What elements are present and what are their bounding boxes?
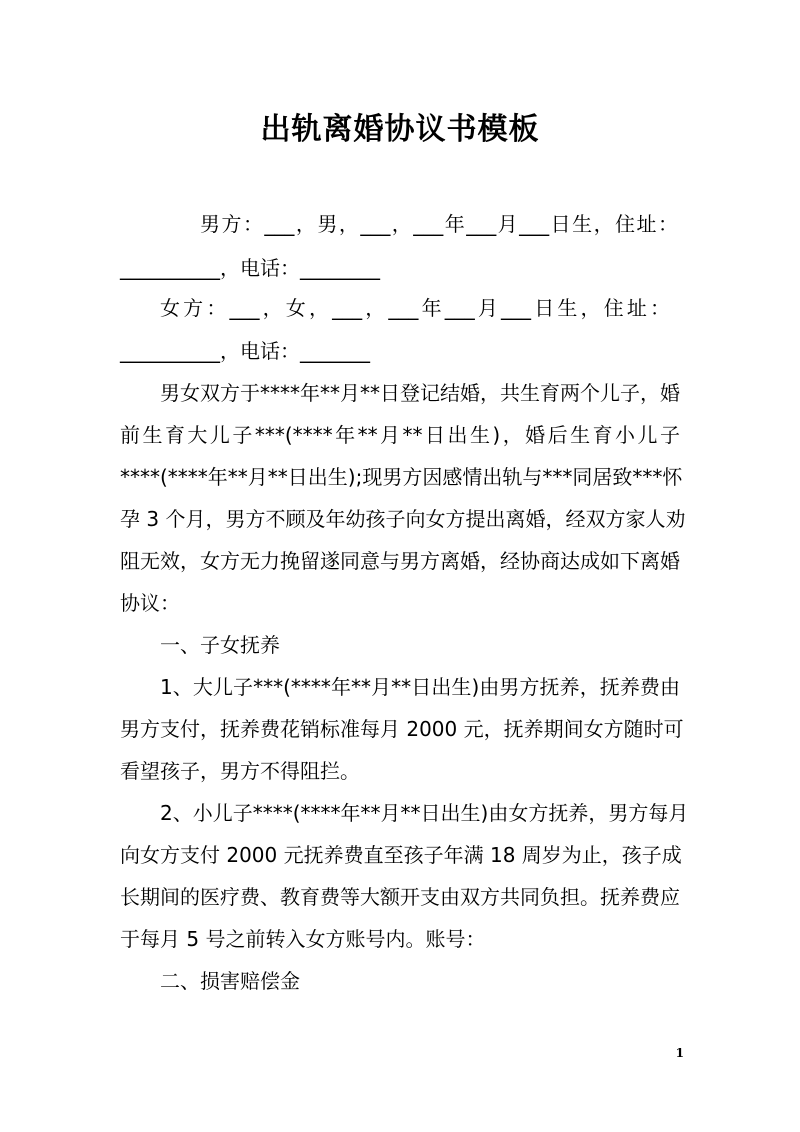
paragraph-line: 2、小儿子****(****年**月**日出生)由女方抚养，男方每月 [160,801,689,825]
paragraph-line: 向女方支付 2000 元抚养费直至孩子年满 18 周岁为止，孩子成 [120,843,682,867]
paragraph-line: 看望孩子，男方不得阻拦。 [120,759,360,783]
paragraph-line: 协议： [120,591,180,615]
paragraph-line: 前生育大儿子***(****年**月**日出生)，婚后生育小儿子 [120,423,680,447]
husband-contact-line: __________，电话：________ [120,256,380,280]
paragraph-line: 孕 3 个月，男方不顾及年幼孩子向女方提出离婚，经双方家人劝 [120,507,686,531]
paragraph-line: 男方支付，抚养费花销标准每月 2000 元，抚养期间女方随时可 [120,717,684,741]
paragraph-line: 长期间的医疗费、教育费等大额开支由双方共同负担。抚养费应 [120,885,680,909]
document-title: 出轨离婚协议书模板 [260,112,540,147]
paragraph-line: 阻无效，女方无力挽留遂同意与男方离婚，经协商达成如下离婚 [120,549,680,573]
wife-contact-line: __________，电话：_______ [120,339,370,363]
wife-info-line: 女方：___，女，___，___年___月___日生，住址： [160,296,670,320]
section-heading: 二、损害赔偿金 [160,969,300,993]
page-number: 1 [675,1046,684,1060]
paragraph-line: ****(****年**月**日出生);现男方因感情出轨与***同居致***怀 [120,465,683,489]
husband-info-line: 男方：___，男，___，___年___月___日生，住址： [200,212,678,236]
paragraph-line: 男女双方于****年**月**日登记结婚，共生育两个儿子，婚 [160,381,680,405]
section-heading: 一、子女抚养 [160,633,280,657]
paragraph-line: 于每月 5 号之前转入女方账号内。账号： [120,927,486,951]
paragraph-line: 1、大儿子***(****年**月**日出生)由男方抚养，抚养费由 [160,675,680,699]
